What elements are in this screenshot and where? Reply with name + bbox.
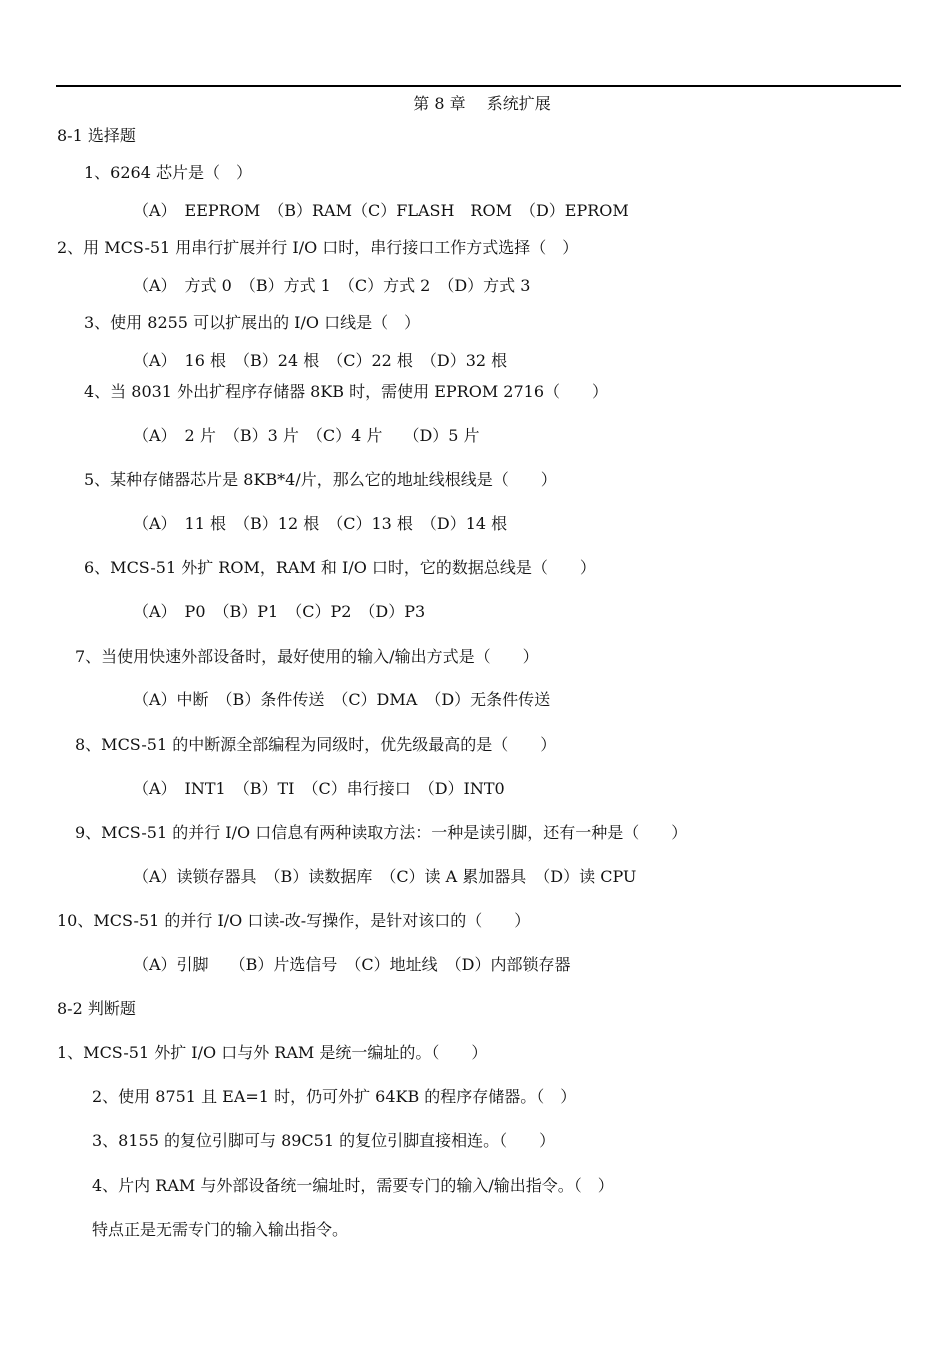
question-options: （A）读锁存器具 （B）读数据库 （C）读 A 累加器具 （D）读 CPU xyxy=(133,867,637,886)
section-heading-judgment: 8-2 判断题 xyxy=(57,999,136,1018)
question-stem: 8、MCS-51 的中断源全部编程为同级时，优先级最高的是（ ） xyxy=(75,735,557,754)
judgment-item: 4、片内 RAM 与外部设备统一编址时，需要专门的输入/输出指令。（ ） xyxy=(92,1176,614,1195)
question-options: （A） 2 片 （B）3 片 （C）4 片 （D）5 片 xyxy=(133,426,480,445)
question-options: （A） P0 （B）P1 （C）P2 （D）P3 xyxy=(133,602,426,621)
question-stem: 3、使用 8255 可以扩展出的 I/O 口线是（ ） xyxy=(84,313,421,332)
judgment-item: 3、8155 的复位引脚可与 89C51 的复位引脚直接相连。（ ） xyxy=(92,1131,556,1150)
question-options: （A） 11 根 （B）12 根 （C）13 根 （D）14 根 xyxy=(133,514,508,533)
chapter-title: 第 8 章 系统扩展 xyxy=(413,94,551,113)
question-stem: 5、某种存储器芯片是 8KB*4/片，那么它的地址线根线是（ ） xyxy=(84,470,557,489)
question-stem: 4、当 8031 外出扩程序存储器 8KB 时，需使用 EPROM 2716（ ） xyxy=(84,382,609,401)
question-options: （A） 方式 0 （B）方式 1 （C）方式 2 （D）方式 3 xyxy=(133,276,531,295)
question-options: （A）引脚 （B）片选信号 （C）地址线 （D）内部锁存器 xyxy=(133,955,571,974)
question-stem: 9、MCS-51 的并行 I/O 口信息有两种读取方法：一种是读引脚，还有一种是（ ） xyxy=(75,823,688,842)
question-stem: 2、用 MCS-51 用串行扩展并行 I/O 口时，串行接口工作方式选择（ ） xyxy=(57,238,579,257)
question-options: （A） INT1 （B）TI （C）串行接口 （D）INT0 xyxy=(133,779,505,798)
question-stem: 1、6264 芯片是（ ） xyxy=(84,163,252,182)
question-options: （A） 16 根 （B）24 根 （C）22 根 （D）32 根 xyxy=(133,351,508,370)
question-stem: 10、MCS-51 的并行 I/O 口读-改-写操作，是针对该口的（ ） xyxy=(57,911,531,930)
question-options: （A） EEPROM （B）RAM（C）FLASH ROM （D）EPROM xyxy=(133,201,629,220)
question-stem: 7、当使用快速外部设备时，最好使用的输入/输出方式是（ ） xyxy=(75,647,539,666)
judgment-item: 2、使用 8751 且 EA=1 时，仍可外扩 64KB 的程序存储器。（ ） xyxy=(92,1087,577,1106)
judgment-note: 特点正是无需专门的输入输出指令。 xyxy=(92,1220,349,1239)
question-stem: 6、MCS-51 外扩 ROM，RAM 和 I/O 口时，它的数据总线是（ ） xyxy=(84,558,596,577)
judgment-item: 1、MCS-51 外扩 I/O 口与外 RAM 是统一编址的。（ ） xyxy=(57,1043,488,1062)
question-options: （A）中断 （B）条件传送 （C）DMA （D）无条件传送 xyxy=(133,690,551,709)
header-rule xyxy=(56,85,901,87)
section-heading-choice: 8-1 选择题 xyxy=(57,126,136,145)
